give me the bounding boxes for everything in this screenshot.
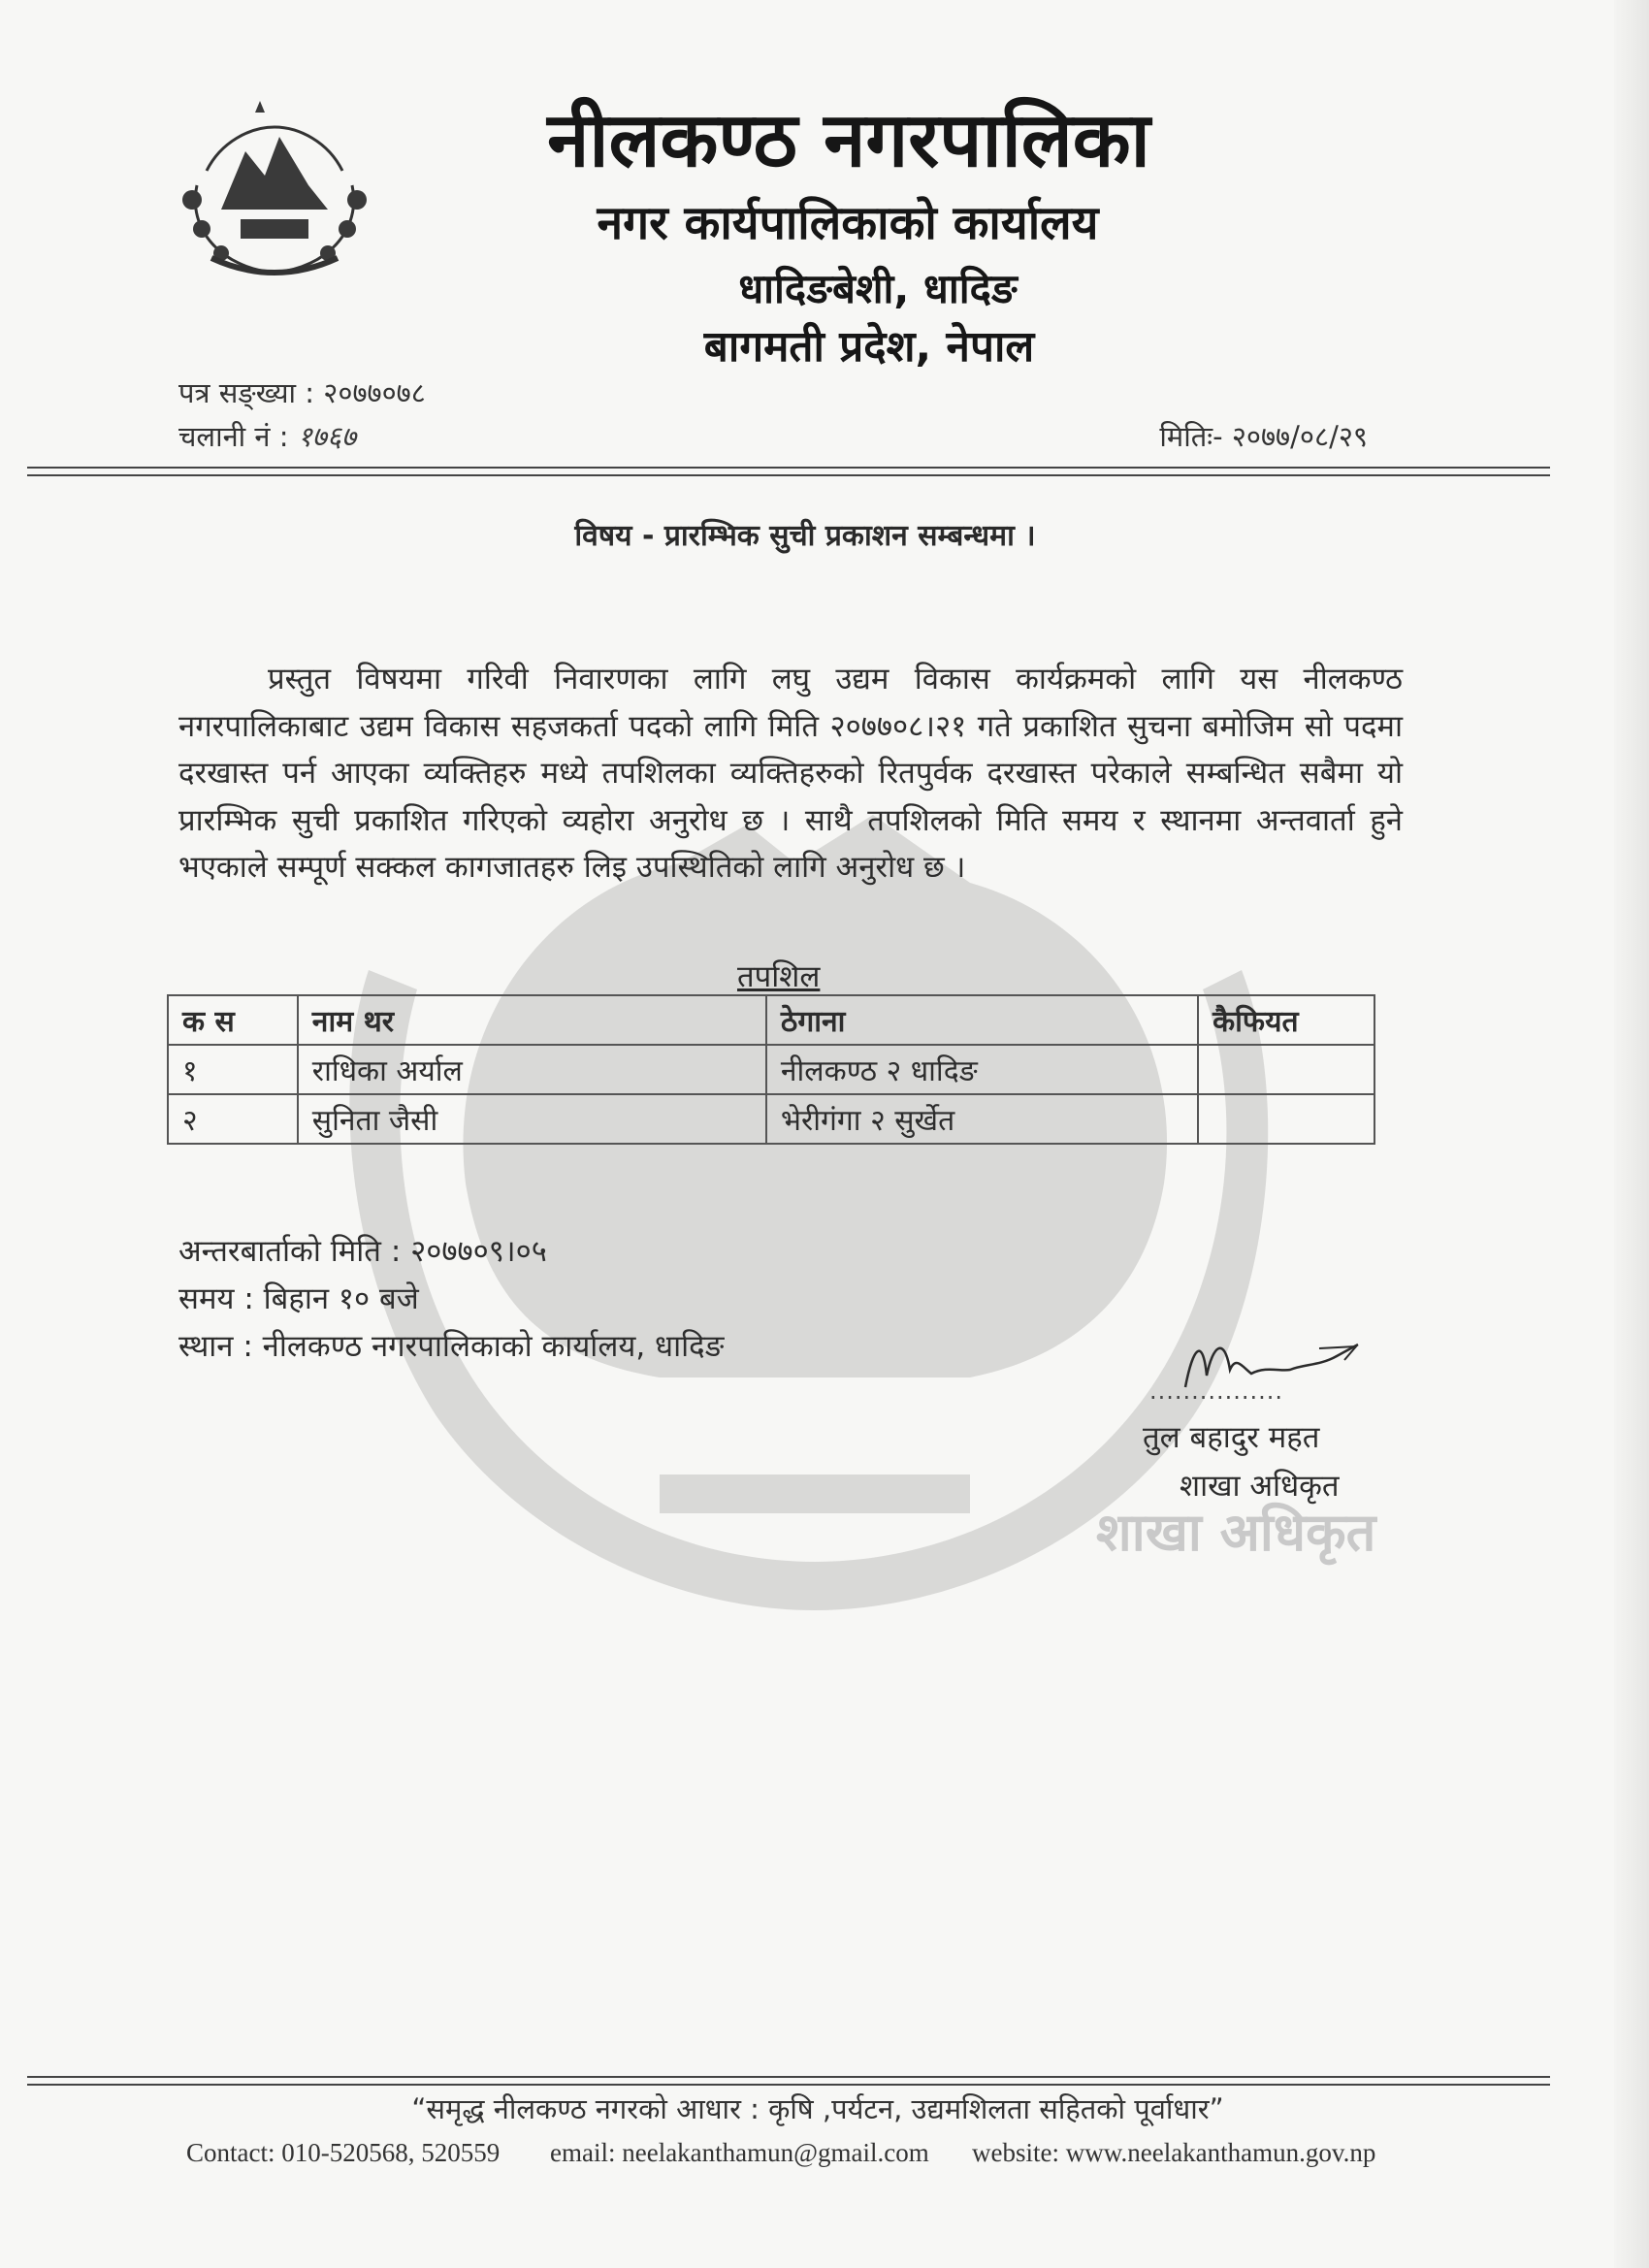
contact-phone: Contact: 010-520568, 520559 (186, 2138, 501, 2167)
office-name: नगर कार्यपालिकाको कार्यालय (597, 196, 1099, 250)
footer-divider-top (27, 2076, 1550, 2078)
footer-motto: “समृद्ध नीलकण्ठ नगरको आधार : कृषि ,पर्यटन, उद्यमशिलता सहितको पूर्वाधार” (411, 2092, 1224, 2125)
signatory-name: तुल बहादुर महत (1143, 1420, 1320, 1455)
col-header-serial: क स (168, 995, 298, 1045)
office-place: धादिङबेशी, धादिङ (738, 265, 1018, 312)
col-header-address: ठेगाना (766, 995, 1198, 1045)
cell-address: नीलकण्ठ २ धादिङ (766, 1045, 1198, 1094)
col-header-remarks: कैफियत (1198, 995, 1374, 1045)
col-header-name: नाम थर (298, 995, 766, 1045)
table-header-row (168, 995, 1374, 1045)
letter-subject: विषय - प्रारम्भिक सुची प्रकाशन सम्बन्धमा । (574, 519, 1036, 553)
letter-date (1159, 417, 1368, 455)
letter-date-label: मितिः- (1159, 420, 1223, 453)
table-row (168, 1045, 1374, 1094)
signature-line: ................ (1149, 1377, 1284, 1405)
interview-date: अन्तरबार्ताको मिति : २०७७०९।०५ (178, 1234, 547, 1269)
interview-place: स्थान : नीलकण्ठ नगरपालिकाको कार्यालय, धादिङ (178, 1329, 725, 1364)
dispatch-number (178, 417, 356, 455)
contact-email: email: neelakanthamun@gmail.com (550, 2138, 929, 2167)
header-divider-top (27, 467, 1550, 469)
letter-date-value: २०७७/०८/२९ (1231, 420, 1368, 453)
cell-remarks (1198, 1094, 1374, 1144)
footer-divider-bottom (27, 2084, 1550, 2086)
letter-number-value: २०७७०७८ (323, 376, 426, 409)
cell-serial: १ (168, 1045, 298, 1094)
body-paragraph: प्रस्तुत विषयमा गरिवी निवारणका लागि लघु उद्यम विकास कार्यक्रमको लागि यस नीलकण्ठ नगरपालिकाबाट उद्यम विकास सहजकर्ता पदको लागि मिति २०७७०८।२१ गते प्रकाशित सुचना बमोजिम सो पदमा दरखास्त पर्न आएका व्यक्तिहरु मध्ये तपशिलका व्यक्तिहरुको रितपुर्वक दरखास्त परेकाले सम्बन्धित सबैमा यो प्रारम्भिक सुची प्रकाशित गरिएको व्यहोरा अनुरोध छ । साथै तपशिलको मिति समय र स्थानमा अन्तवार्ता हुने भएकाले सम्पूर्ण सक्कल कागजातहरु लिइ उपस्थितिको लागि अनुरोध छ । (178, 662, 1403, 885)
letter-number-label: पत्र सङ्ख्या : (178, 376, 315, 409)
cell-serial: २ (168, 1094, 298, 1144)
dispatch-number-label: चलानी नं : (178, 420, 289, 453)
letter-number (178, 373, 426, 411)
dispatch-number-value: १७६७ (297, 420, 357, 453)
candidate-table (167, 994, 1375, 1145)
letter-body (178, 656, 1403, 891)
signatory-designation: शाखा अधिकृत (1180, 1469, 1340, 1504)
designation-stamp: शाखा अधिकृत (1096, 1502, 1376, 1563)
table-row (168, 1094, 1374, 1144)
header-divider-bottom (27, 474, 1550, 476)
cell-address: भेरीगंगा २ सुर्खेत (766, 1094, 1198, 1144)
interview-time: समय : बिहान १० बजे (178, 1281, 419, 1316)
cell-remarks (1198, 1045, 1374, 1094)
office-province: बागमती प्रदेश, नेपाल (703, 322, 1035, 372)
cell-name: सुनिता जैसी (298, 1094, 766, 1144)
cell-name: राधिका अर्याल (298, 1045, 766, 1094)
org-name: नीलकण्ठ नगरपालिका (547, 97, 1150, 184)
contact-website: website: www.neelakanthamun.gov.np (972, 2138, 1376, 2167)
details-heading: तपशिल (737, 959, 821, 994)
